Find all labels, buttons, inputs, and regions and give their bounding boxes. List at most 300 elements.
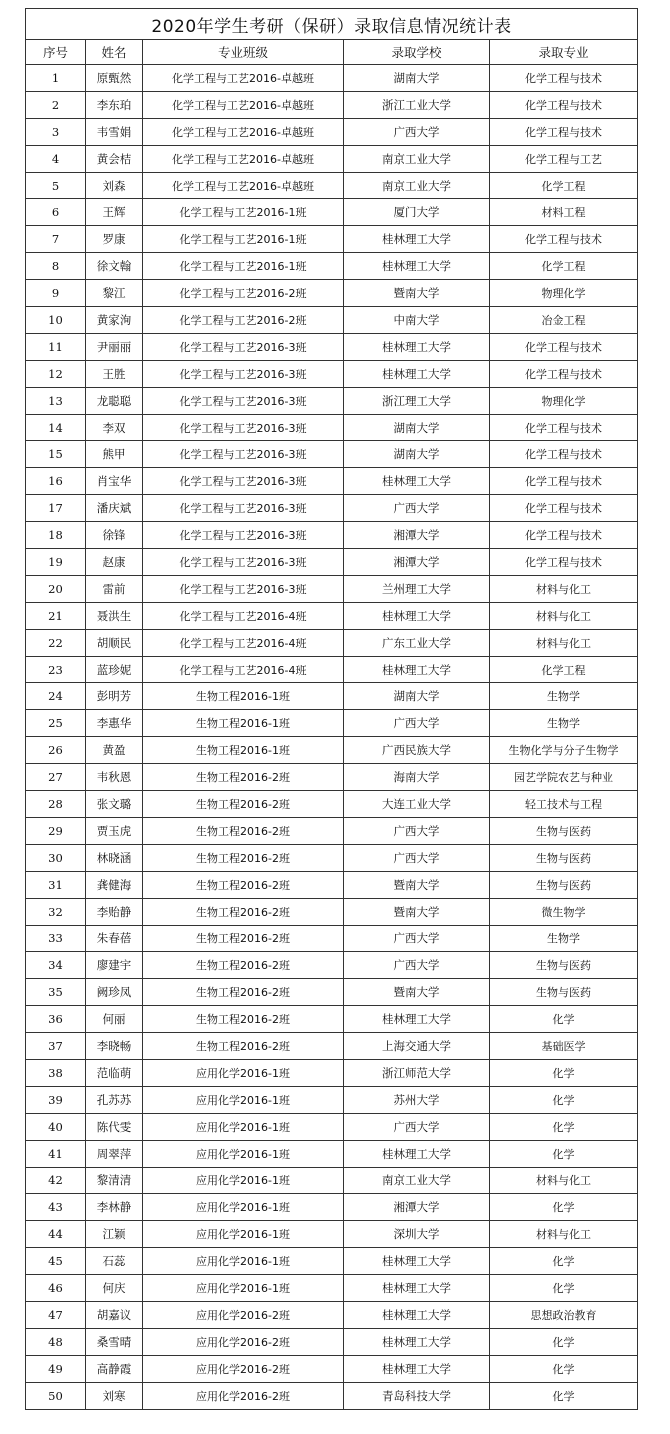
cell-school: 桂林理工大学 bbox=[344, 226, 490, 253]
cell-index: 9 bbox=[26, 280, 86, 307]
cell-class: 生物工程2016-1班 bbox=[143, 683, 344, 710]
table-row bbox=[26, 898, 638, 925]
cell-major: 化学工程与技术 bbox=[490, 522, 638, 549]
cell-school: 青岛科技大学 bbox=[344, 1382, 490, 1409]
cell-student-name: 徐锋 bbox=[86, 522, 143, 549]
cell-school: 桂林理工大学 bbox=[344, 1328, 490, 1355]
cell-index: 26 bbox=[26, 737, 86, 764]
cell-index: 39 bbox=[26, 1086, 86, 1113]
cell-class: 应用化学2016-1班 bbox=[143, 1059, 344, 1086]
table-row bbox=[26, 522, 638, 549]
cell-major: 材料工程 bbox=[490, 199, 638, 226]
table-row bbox=[26, 91, 638, 118]
cell-school: 桂林理工大学 bbox=[344, 333, 490, 360]
cell-student-name: 江颖 bbox=[86, 1221, 143, 1248]
cell-school: 苏州大学 bbox=[344, 1086, 490, 1113]
cell-class: 应用化学2016-1班 bbox=[143, 1275, 344, 1302]
table-row bbox=[26, 253, 638, 280]
cell-major: 化学工程与技术 bbox=[490, 91, 638, 118]
table-row bbox=[26, 333, 638, 360]
title-row bbox=[26, 9, 638, 40]
table-title: 2020年学生考研（保研）录取信息情况统计表 bbox=[26, 9, 638, 40]
cell-class: 生物工程2016-2班 bbox=[143, 979, 344, 1006]
cell-index: 41 bbox=[26, 1140, 86, 1167]
cell-index: 30 bbox=[26, 844, 86, 871]
cell-student-name: 张文璐 bbox=[86, 791, 143, 818]
cell-index: 37 bbox=[26, 1033, 86, 1060]
table-row bbox=[26, 360, 638, 387]
cell-major: 化学 bbox=[490, 1086, 638, 1113]
cell-class: 化学工程与工艺2016-3班 bbox=[143, 414, 344, 441]
cell-student-name: 何丽 bbox=[86, 1006, 143, 1033]
cell-student-name: 原甄然 bbox=[86, 65, 143, 92]
cell-index: 23 bbox=[26, 656, 86, 683]
cell-major: 化学 bbox=[490, 1140, 638, 1167]
cell-school: 暨南大学 bbox=[344, 898, 490, 925]
cell-class: 应用化学2016-1班 bbox=[143, 1113, 344, 1140]
cell-major: 化学工程与技术 bbox=[490, 118, 638, 145]
cell-major: 化学工程与技术 bbox=[490, 468, 638, 495]
cell-class: 应用化学2016-1班 bbox=[143, 1248, 344, 1275]
cell-class: 化学工程与工艺2016-2班 bbox=[143, 280, 344, 307]
cell-school: 暨南大学 bbox=[344, 280, 490, 307]
cell-student-name: 徐文翰 bbox=[86, 253, 143, 280]
cell-major: 生物学 bbox=[490, 925, 638, 952]
cell-index: 33 bbox=[26, 925, 86, 952]
cell-major: 材料与化工 bbox=[490, 602, 638, 629]
cell-class: 化学工程与工艺2016-3班 bbox=[143, 333, 344, 360]
table-row bbox=[26, 226, 638, 253]
cell-school: 南京工业大学 bbox=[344, 145, 490, 172]
cell-major: 生物学 bbox=[490, 683, 638, 710]
cell-class: 化学工程与工艺2016-卓越班 bbox=[143, 91, 344, 118]
cell-index: 6 bbox=[26, 199, 86, 226]
cell-student-name: 龚健海 bbox=[86, 871, 143, 898]
cell-class: 应用化学2016-1班 bbox=[143, 1140, 344, 1167]
cell-index: 20 bbox=[26, 575, 86, 602]
table-row bbox=[26, 1167, 638, 1194]
cell-class: 化学工程与工艺2016-卓越班 bbox=[143, 145, 344, 172]
cell-class: 化学工程与工艺2016-2班 bbox=[143, 307, 344, 334]
cell-school: 湖南大学 bbox=[344, 65, 490, 92]
cell-student-name: 王胜 bbox=[86, 360, 143, 387]
cell-student-name: 潘庆斌 bbox=[86, 495, 143, 522]
cell-student-name: 龙聪聪 bbox=[86, 387, 143, 414]
cell-major: 轻工技术与工程 bbox=[490, 791, 638, 818]
cell-school: 桂林理工大学 bbox=[344, 253, 490, 280]
table-row bbox=[26, 952, 638, 979]
cell-index: 40 bbox=[26, 1113, 86, 1140]
cell-major: 化学 bbox=[490, 1113, 638, 1140]
cell-school: 广西大学 bbox=[344, 844, 490, 871]
cell-major: 化学工程与技术 bbox=[490, 360, 638, 387]
cell-major: 化学工程与技术 bbox=[490, 441, 638, 468]
cell-student-name: 李双 bbox=[86, 414, 143, 441]
cell-major: 化学工程与技术 bbox=[490, 333, 638, 360]
cell-student-name: 何庆 bbox=[86, 1275, 143, 1302]
table-row bbox=[26, 1033, 638, 1060]
cell-major: 化学工程与技术 bbox=[490, 414, 638, 441]
cell-major: 生物与医药 bbox=[490, 979, 638, 1006]
table-row bbox=[26, 871, 638, 898]
table-row bbox=[26, 683, 638, 710]
cell-major: 思想政治教育 bbox=[490, 1301, 638, 1328]
cell-major: 生物与医药 bbox=[490, 952, 638, 979]
cell-student-name: 黄盈 bbox=[86, 737, 143, 764]
cell-class: 化学工程与工艺2016-卓越班 bbox=[143, 118, 344, 145]
cell-class: 应用化学2016-2班 bbox=[143, 1301, 344, 1328]
cell-index: 17 bbox=[26, 495, 86, 522]
cell-student-name: 雷前 bbox=[86, 575, 143, 602]
table-row bbox=[26, 575, 638, 602]
cell-school: 广西大学 bbox=[344, 495, 490, 522]
cell-index: 16 bbox=[26, 468, 86, 495]
cell-class: 化学工程与工艺2016-4班 bbox=[143, 602, 344, 629]
cell-index: 12 bbox=[26, 360, 86, 387]
table-row bbox=[26, 1382, 638, 1409]
cell-school: 桂林理工大学 bbox=[344, 1301, 490, 1328]
cell-class: 生物工程2016-2班 bbox=[143, 844, 344, 871]
cell-major: 化学工程 bbox=[490, 253, 638, 280]
cell-index: 13 bbox=[26, 387, 86, 414]
cell-class: 化学工程与工艺2016-3班 bbox=[143, 441, 344, 468]
table-row bbox=[26, 1301, 638, 1328]
cell-major: 化学工程与技术 bbox=[490, 495, 638, 522]
cell-student-name: 贾玉虎 bbox=[86, 817, 143, 844]
table-row bbox=[26, 495, 638, 522]
cell-index: 45 bbox=[26, 1248, 86, 1275]
table-row bbox=[26, 1221, 638, 1248]
cell-student-name: 黎江 bbox=[86, 280, 143, 307]
cell-student-name: 蓝珍妮 bbox=[86, 656, 143, 683]
cell-class: 化学工程与工艺2016-3班 bbox=[143, 522, 344, 549]
table-row bbox=[26, 65, 638, 92]
header-class: 专业班级 bbox=[143, 40, 344, 65]
cell-class: 生物工程2016-2班 bbox=[143, 1006, 344, 1033]
cell-student-name: 罗康 bbox=[86, 226, 143, 253]
cell-major: 物理化学 bbox=[490, 387, 638, 414]
cell-student-name: 周翠萍 bbox=[86, 1140, 143, 1167]
cell-index: 5 bbox=[26, 172, 86, 199]
cell-school: 深圳大学 bbox=[344, 1221, 490, 1248]
cell-index: 11 bbox=[26, 333, 86, 360]
cell-school: 桂林理工大学 bbox=[344, 1275, 490, 1302]
cell-class: 应用化学2016-1班 bbox=[143, 1167, 344, 1194]
cell-student-name: 石蕊 bbox=[86, 1248, 143, 1275]
cell-school: 湖南大学 bbox=[344, 414, 490, 441]
table-row bbox=[26, 629, 638, 656]
cell-student-name: 刘森 bbox=[86, 172, 143, 199]
cell-school: 广西民族大学 bbox=[344, 737, 490, 764]
cell-student-name: 聂洪生 bbox=[86, 602, 143, 629]
cell-index: 19 bbox=[26, 549, 86, 576]
cell-class: 应用化学2016-1班 bbox=[143, 1221, 344, 1248]
cell-school: 桂林理工大学 bbox=[344, 602, 490, 629]
cell-index: 31 bbox=[26, 871, 86, 898]
cell-major: 化学工程 bbox=[490, 172, 638, 199]
cell-major: 化学 bbox=[490, 1275, 638, 1302]
cell-student-name: 熊甲 bbox=[86, 441, 143, 468]
table-row bbox=[26, 602, 638, 629]
cell-student-name: 赵康 bbox=[86, 549, 143, 576]
cell-index: 32 bbox=[26, 898, 86, 925]
cell-index: 3 bbox=[26, 118, 86, 145]
cell-school: 广西大学 bbox=[344, 118, 490, 145]
cell-class: 化学工程与工艺2016-4班 bbox=[143, 629, 344, 656]
table-row bbox=[26, 656, 638, 683]
cell-class: 生物工程2016-2班 bbox=[143, 952, 344, 979]
header-index: 序号 bbox=[26, 40, 86, 65]
cell-class: 应用化学2016-2班 bbox=[143, 1382, 344, 1409]
cell-school: 南京工业大学 bbox=[344, 172, 490, 199]
cell-school: 湘潭大学 bbox=[344, 549, 490, 576]
table-row bbox=[26, 145, 638, 172]
cell-school: 广西大学 bbox=[344, 1113, 490, 1140]
table-row bbox=[26, 1059, 638, 1086]
cell-student-name: 尹丽丽 bbox=[86, 333, 143, 360]
cell-index: 2 bbox=[26, 91, 86, 118]
statistics-sheet bbox=[25, 8, 637, 1410]
cell-class: 生物工程2016-2班 bbox=[143, 871, 344, 898]
table-row bbox=[26, 764, 638, 791]
cell-major: 生物学 bbox=[490, 710, 638, 737]
cell-major: 化学工程与技术 bbox=[490, 65, 638, 92]
table-row bbox=[26, 307, 638, 334]
cell-class: 化学工程与工艺2016-3班 bbox=[143, 575, 344, 602]
cell-school: 广东工业大学 bbox=[344, 629, 490, 656]
cell-major: 物理化学 bbox=[490, 280, 638, 307]
table-row bbox=[26, 710, 638, 737]
cell-school: 南京工业大学 bbox=[344, 1167, 490, 1194]
cell-index: 38 bbox=[26, 1059, 86, 1086]
table-row bbox=[26, 1113, 638, 1140]
cell-student-name: 李贻静 bbox=[86, 898, 143, 925]
cell-class: 化学工程与工艺2016-1班 bbox=[143, 226, 344, 253]
cell-class: 化学工程与工艺2016-卓越班 bbox=[143, 65, 344, 92]
cell-index: 27 bbox=[26, 764, 86, 791]
table-row bbox=[26, 1248, 638, 1275]
cell-class: 化学工程与工艺2016-1班 bbox=[143, 199, 344, 226]
cell-student-name: 肖宝华 bbox=[86, 468, 143, 495]
cell-class: 化学工程与工艺2016-1班 bbox=[143, 253, 344, 280]
cell-class: 化学工程与工艺2016-3班 bbox=[143, 387, 344, 414]
table-row bbox=[26, 925, 638, 952]
cell-school: 广西大学 bbox=[344, 817, 490, 844]
cell-class: 化学工程与工艺2016-3班 bbox=[143, 549, 344, 576]
cell-school: 湘潭大学 bbox=[344, 522, 490, 549]
cell-student-name: 胡顺民 bbox=[86, 629, 143, 656]
cell-major: 化学工程 bbox=[490, 656, 638, 683]
cell-school: 暨南大学 bbox=[344, 871, 490, 898]
cell-student-name: 廖建宇 bbox=[86, 952, 143, 979]
cell-student-name: 李东珀 bbox=[86, 91, 143, 118]
cell-school: 桂林理工大学 bbox=[344, 1248, 490, 1275]
cell-index: 14 bbox=[26, 414, 86, 441]
cell-student-name: 彭明芳 bbox=[86, 683, 143, 710]
cell-school: 暨南大学 bbox=[344, 979, 490, 1006]
cell-school: 大连工业大学 bbox=[344, 791, 490, 818]
cell-school: 桂林理工大学 bbox=[344, 1006, 490, 1033]
cell-student-name: 韦雪娟 bbox=[86, 118, 143, 145]
cell-index: 18 bbox=[26, 522, 86, 549]
table-row bbox=[26, 844, 638, 871]
cell-student-name: 桑雪晴 bbox=[86, 1328, 143, 1355]
table-row bbox=[26, 199, 638, 226]
cell-class: 应用化学2016-1班 bbox=[143, 1194, 344, 1221]
cell-major: 生物化学与分子生物学 bbox=[490, 737, 638, 764]
cell-school: 桂林理工大学 bbox=[344, 468, 490, 495]
cell-student-name: 阙珍凤 bbox=[86, 979, 143, 1006]
table-row bbox=[26, 549, 638, 576]
cell-index: 1 bbox=[26, 65, 86, 92]
cell-class: 生物工程2016-2班 bbox=[143, 1033, 344, 1060]
cell-school: 湖南大学 bbox=[344, 441, 490, 468]
cell-index: 29 bbox=[26, 817, 86, 844]
cell-class: 应用化学2016-1班 bbox=[143, 1086, 344, 1113]
cell-class: 应用化学2016-2班 bbox=[143, 1328, 344, 1355]
table-row bbox=[26, 791, 638, 818]
table-body bbox=[26, 65, 638, 1410]
table-row bbox=[26, 817, 638, 844]
cell-index: 4 bbox=[26, 145, 86, 172]
cell-student-name: 李林静 bbox=[86, 1194, 143, 1221]
cell-school: 浙江理工大学 bbox=[344, 387, 490, 414]
cell-index: 36 bbox=[26, 1006, 86, 1033]
cell-class: 生物工程2016-1班 bbox=[143, 737, 344, 764]
table-row bbox=[26, 280, 638, 307]
cell-class: 化学工程与工艺2016-4班 bbox=[143, 656, 344, 683]
cell-major: 化学 bbox=[490, 1355, 638, 1382]
table-row bbox=[26, 979, 638, 1006]
cell-major: 园艺学院农艺与种业 bbox=[490, 764, 638, 791]
cell-index: 8 bbox=[26, 253, 86, 280]
cell-student-name: 陈代雯 bbox=[86, 1113, 143, 1140]
table-row bbox=[26, 1006, 638, 1033]
cell-major: 冶金工程 bbox=[490, 307, 638, 334]
table-row bbox=[26, 414, 638, 441]
cell-index: 46 bbox=[26, 1275, 86, 1302]
table-row bbox=[26, 1328, 638, 1355]
cell-major: 化学 bbox=[490, 1248, 638, 1275]
cell-student-name: 李晓畅 bbox=[86, 1033, 143, 1060]
admission-table bbox=[25, 8, 638, 1410]
cell-major: 化学 bbox=[490, 1006, 638, 1033]
cell-major: 化学 bbox=[490, 1059, 638, 1086]
cell-student-name: 韦秋恩 bbox=[86, 764, 143, 791]
header-major: 录取专业 bbox=[490, 40, 638, 65]
cell-index: 42 bbox=[26, 1167, 86, 1194]
cell-index: 50 bbox=[26, 1382, 86, 1409]
cell-school: 湖南大学 bbox=[344, 683, 490, 710]
cell-index: 21 bbox=[26, 602, 86, 629]
cell-class: 化学工程与工艺2016-3班 bbox=[143, 360, 344, 387]
cell-index: 15 bbox=[26, 441, 86, 468]
cell-class: 生物工程2016-2班 bbox=[143, 817, 344, 844]
cell-major: 化学 bbox=[490, 1328, 638, 1355]
table-row bbox=[26, 1194, 638, 1221]
cell-school: 上海交通大学 bbox=[344, 1033, 490, 1060]
cell-student-name: 黄会桔 bbox=[86, 145, 143, 172]
cell-major: 材料与化工 bbox=[490, 629, 638, 656]
cell-school: 桂林理工大学 bbox=[344, 1140, 490, 1167]
cell-student-name: 范临萌 bbox=[86, 1059, 143, 1086]
cell-major: 化学工程与技术 bbox=[490, 549, 638, 576]
cell-class: 化学工程与工艺2016-卓越班 bbox=[143, 172, 344, 199]
table-row bbox=[26, 118, 638, 145]
cell-index: 7 bbox=[26, 226, 86, 253]
header-row bbox=[26, 40, 638, 65]
cell-school: 兰州理工大学 bbox=[344, 575, 490, 602]
table-row bbox=[26, 441, 638, 468]
table-row bbox=[26, 468, 638, 495]
cell-index: 34 bbox=[26, 952, 86, 979]
header-school: 录取学校 bbox=[344, 40, 490, 65]
cell-student-name: 胡嘉议 bbox=[86, 1301, 143, 1328]
cell-class: 应用化学2016-2班 bbox=[143, 1355, 344, 1382]
table-row bbox=[26, 1086, 638, 1113]
cell-student-name: 朱春蓓 bbox=[86, 925, 143, 952]
cell-major: 化学工程与工艺 bbox=[490, 145, 638, 172]
cell-school: 浙江师范大学 bbox=[344, 1059, 490, 1086]
cell-index: 35 bbox=[26, 979, 86, 1006]
cell-index: 28 bbox=[26, 791, 86, 818]
cell-major: 化学 bbox=[490, 1382, 638, 1409]
cell-class: 生物工程2016-2班 bbox=[143, 898, 344, 925]
cell-major: 生物与医药 bbox=[490, 871, 638, 898]
cell-school: 中南大学 bbox=[344, 307, 490, 334]
cell-index: 48 bbox=[26, 1328, 86, 1355]
cell-index: 24 bbox=[26, 683, 86, 710]
cell-class: 生物工程2016-2班 bbox=[143, 925, 344, 952]
table-row bbox=[26, 1355, 638, 1382]
cell-class: 化学工程与工艺2016-3班 bbox=[143, 495, 344, 522]
cell-school: 桂林理工大学 bbox=[344, 1355, 490, 1382]
cell-class: 生物工程2016-2班 bbox=[143, 764, 344, 791]
cell-student-name: 李惠华 bbox=[86, 710, 143, 737]
table-row bbox=[26, 172, 638, 199]
cell-index: 10 bbox=[26, 307, 86, 334]
table-row bbox=[26, 1140, 638, 1167]
cell-index: 25 bbox=[26, 710, 86, 737]
cell-school: 厦门大学 bbox=[344, 199, 490, 226]
cell-school: 广西大学 bbox=[344, 710, 490, 737]
cell-school: 广西大学 bbox=[344, 952, 490, 979]
cell-class: 生物工程2016-1班 bbox=[143, 710, 344, 737]
cell-school: 湘潭大学 bbox=[344, 1194, 490, 1221]
cell-index: 49 bbox=[26, 1355, 86, 1382]
cell-school: 广西大学 bbox=[344, 925, 490, 952]
cell-index: 47 bbox=[26, 1301, 86, 1328]
cell-student-name: 孔苏苏 bbox=[86, 1086, 143, 1113]
cell-major: 生物与医药 bbox=[490, 817, 638, 844]
cell-major: 化学工程与技术 bbox=[490, 226, 638, 253]
header-name: 姓名 bbox=[86, 40, 143, 65]
cell-class: 生物工程2016-2班 bbox=[143, 791, 344, 818]
cell-major: 材料与化工 bbox=[490, 1167, 638, 1194]
cell-school: 浙江工业大学 bbox=[344, 91, 490, 118]
cell-student-name: 林晓涵 bbox=[86, 844, 143, 871]
cell-student-name: 黎清清 bbox=[86, 1167, 143, 1194]
table-row bbox=[26, 737, 638, 764]
cell-student-name: 黄家洵 bbox=[86, 307, 143, 334]
cell-major: 材料与化工 bbox=[490, 575, 638, 602]
cell-class: 化学工程与工艺2016-3班 bbox=[143, 468, 344, 495]
cell-student-name: 高静霞 bbox=[86, 1355, 143, 1382]
cell-major: 材料与化工 bbox=[490, 1221, 638, 1248]
cell-student-name: 王辉 bbox=[86, 199, 143, 226]
cell-index: 43 bbox=[26, 1194, 86, 1221]
cell-school: 桂林理工大学 bbox=[344, 656, 490, 683]
